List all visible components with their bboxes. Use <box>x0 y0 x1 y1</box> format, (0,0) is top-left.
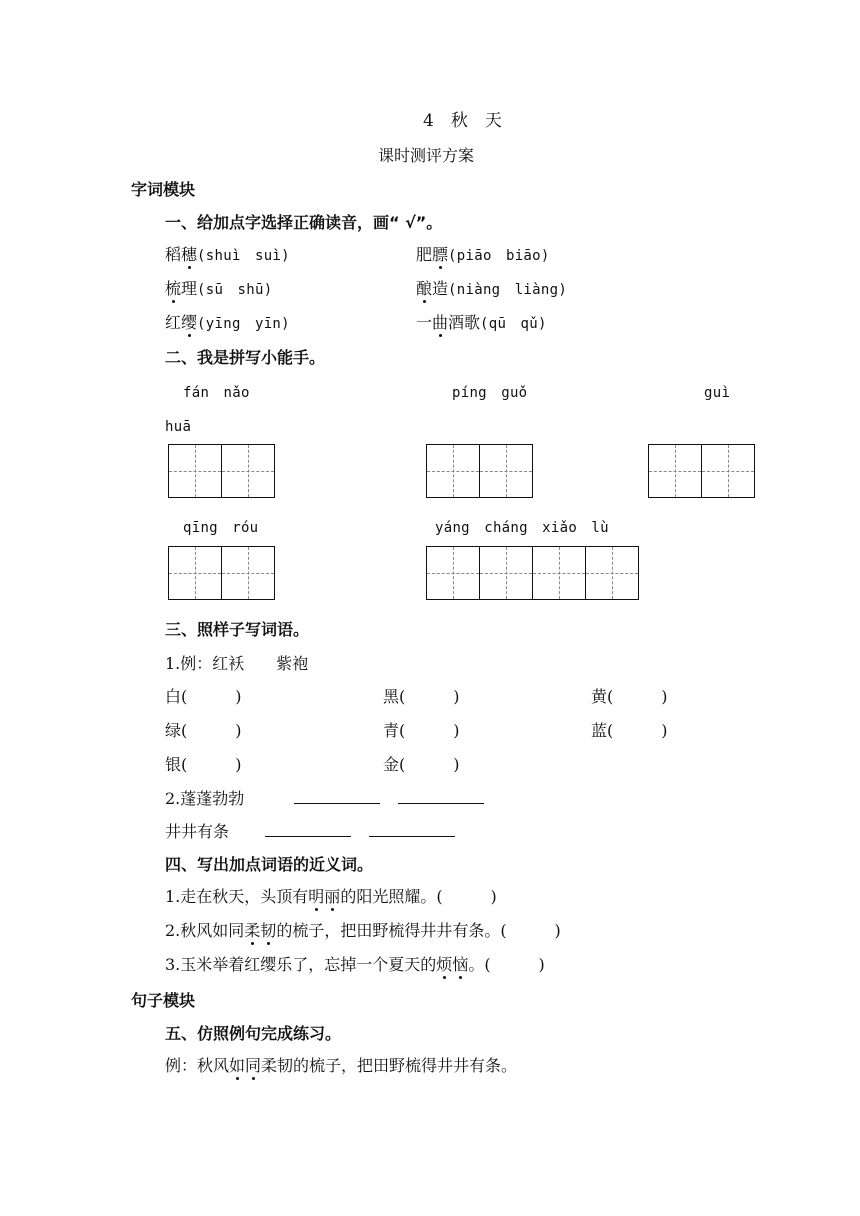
grid-cell[interactable] <box>426 444 480 498</box>
q2-heading: 二、我是拼写小能手。 <box>165 348 326 367</box>
q3-blank[interactable]: 金( ) <box>383 755 460 774</box>
answer-line[interactable] <box>294 789 380 804</box>
q4-sentence: 2.秋风如同柔韧的梳子，把田野梳得井井有条。( ) <box>165 921 561 940</box>
q1-item: 稻穗(shuì suì) <box>165 245 290 264</box>
pinyin-label: qīng róu <box>183 520 259 536</box>
q1-item: 红缨(yīng yīn) <box>165 313 290 332</box>
q1-item: 梳理(sū shū) <box>165 279 273 298</box>
answer-line[interactable] <box>398 789 484 804</box>
writing-grid[interactable] <box>426 546 639 600</box>
writing-grid[interactable] <box>426 444 533 498</box>
answer-line[interactable] <box>369 822 455 837</box>
pinyin-label: fán nǎo <box>183 385 250 401</box>
pinyin-label: píng guǒ <box>452 385 528 401</box>
q1-item: 酿造(niàng liàng) <box>416 279 568 298</box>
writing-grid[interactable] <box>168 546 275 600</box>
page-title: 4 秋 天 <box>423 111 502 131</box>
q1-item: 肥膘(piāo biāo) <box>416 245 550 264</box>
section-sentence-module: 句子模块 <box>131 991 196 1010</box>
grid-cell[interactable] <box>221 444 275 498</box>
answer-line[interactable] <box>265 822 351 837</box>
grid-cell[interactable] <box>585 546 639 600</box>
q3-blank[interactable]: 黄( ) <box>591 687 668 706</box>
writing-grid[interactable] <box>648 444 755 498</box>
writing-grid[interactable] <box>168 444 275 498</box>
grid-cell[interactable] <box>701 444 755 498</box>
q5-heading: 五、仿照例句完成练习。 <box>165 1024 342 1043</box>
grid-cell[interactable] <box>648 444 702 498</box>
q5-example: 例：秋风如同柔韧的梳子，把田野梳得井井有条。 <box>165 1056 518 1075</box>
pinyin-label: huā <box>165 419 192 435</box>
grid-cell[interactable] <box>532 546 586 600</box>
section-word-module: 字词模块 <box>131 180 196 199</box>
pinyin-label: yáng cháng xiǎo lù <box>435 520 609 536</box>
q3-blank[interactable]: 银( ) <box>165 755 242 774</box>
grid-cell[interactable] <box>426 546 480 600</box>
q4-heading: 四、写出加点词语的近义词。 <box>165 855 374 874</box>
pinyin-label: guì <box>704 385 731 401</box>
q3-item2-b: 井井有条 <box>165 822 455 842</box>
q1-item: 一曲酒歌(qū qǔ) <box>416 313 547 332</box>
q4-sentence: 3.玉米举着红缨乐了，忘掉一个夏天的烦恼。( ) <box>165 955 545 974</box>
q3-example: 1.例：红袄 紫袍 <box>165 654 309 673</box>
q3-blank[interactable]: 白( ) <box>165 687 242 706</box>
grid-cell[interactable] <box>221 546 275 600</box>
page-subtitle: 课时测评方案 <box>378 146 475 165</box>
grid-cell[interactable] <box>168 444 222 498</box>
grid-cell[interactable] <box>479 444 533 498</box>
grid-cell[interactable] <box>168 546 222 600</box>
q3-blank[interactable]: 绿( ) <box>165 721 242 740</box>
q3-heading: 三、照样子写词语。 <box>165 620 310 639</box>
q4-sentence: 1.走在秋天，头顶有明丽的阳光照耀。( ) <box>165 887 497 906</box>
grid-cell[interactable] <box>479 546 533 600</box>
q3-blank[interactable]: 蓝( ) <box>591 721 668 740</box>
q3-item2: 2.蓬蓬勃勃 <box>165 789 484 809</box>
q3-blank[interactable]: 黑( ) <box>383 687 460 706</box>
q3-blank[interactable]: 青( ) <box>383 721 460 740</box>
q1-heading: 一、给加点字选择正确读音，画“ √”。 <box>165 213 443 232</box>
